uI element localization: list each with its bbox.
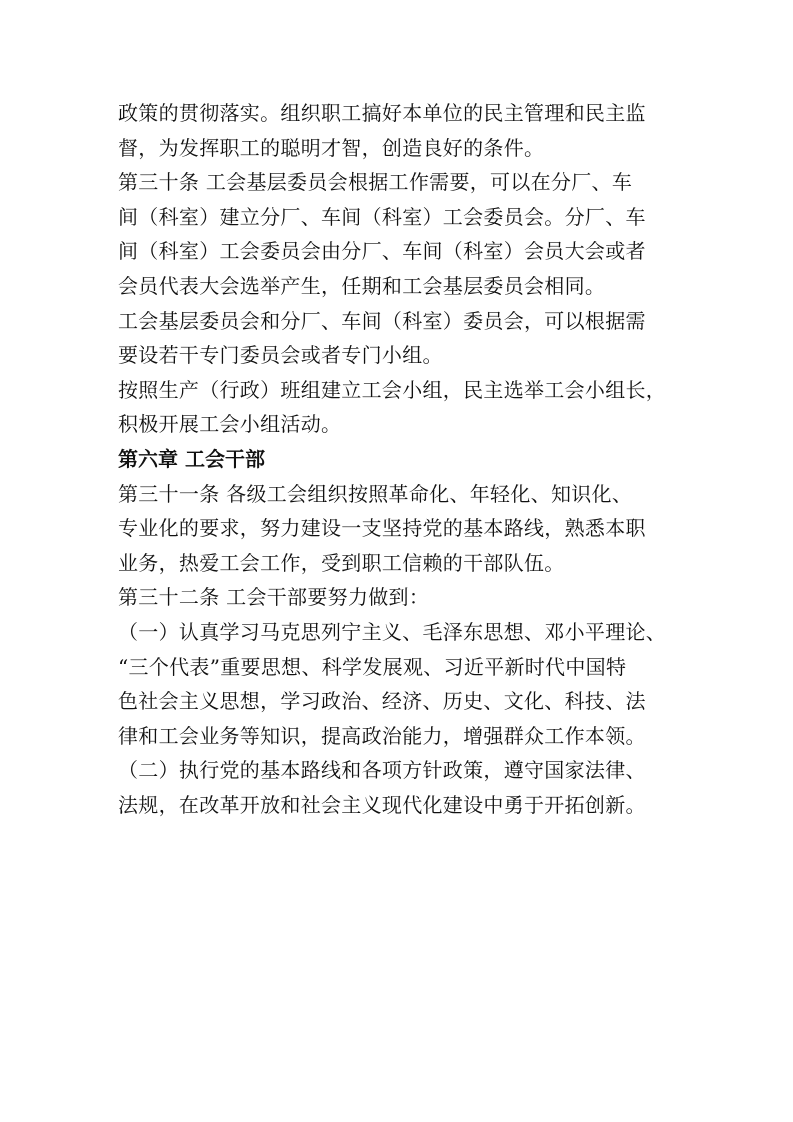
article-32-line: 第三十二条 工会干部要努力做到： xyxy=(118,585,430,610)
text-line: 督，为发挥职工的聪明才智，创造良好的条件。 xyxy=(118,135,545,160)
document-body xyxy=(118,96,678,822)
chapter-heading: 第六章 工会干部 xyxy=(118,446,265,471)
text-line: 政策的贯彻落实。组织职工搞好本单位的民主管理和民主监 xyxy=(118,101,646,125)
text-line: 积极开展工会小组活动。 xyxy=(118,412,342,437)
article-31-line: 第三十一条 各级工会组织按照革命化、年轻化、知识化、 xyxy=(118,481,633,506)
list-item-1-line: （一）认真学习马克思列宁主义、毛泽东思想、邓小平理论、 xyxy=(118,619,667,644)
text-line: 要设若干专门委员会或者专门小组。 xyxy=(118,343,443,368)
text-line: 间（科室）工会委员会由分厂、车间（科室）会员大会或者 xyxy=(118,239,646,264)
text-line: 间（科室）建立分厂、车间（科室）工会委员会。分厂、车 xyxy=(118,204,646,229)
text-line: 律和工会业务等知识，提高政治能力，增强群众工作本领。 xyxy=(118,723,646,748)
text-line: 按照生产（行政）班组建立工会小组，民主选举工会小组长， xyxy=(118,377,667,402)
text-line: 专业化的要求，努力建设一支坚持党的基本路线，熟悉本职 xyxy=(118,516,646,541)
text-line: 法规，在改革开放和社会主义现代化建设中勇于开拓创新。 xyxy=(118,792,646,817)
text-line: 工会基层委员会和分厂、车间（科室）委员会，可以根据需 xyxy=(118,308,646,333)
text-line: “三个代表”重要思想、科学发展观、习近平新时代中国特 xyxy=(118,654,627,679)
article-30-line: 第三十条 工会基层委员会根据工作需要，可以在分厂、车 xyxy=(118,170,633,195)
text-line: 会员代表大会选举产生，任期和工会基层委员会相同。 xyxy=(118,273,606,298)
list-item-2-line: （二）执行党的基本路线和各项方针政策，遵守国家法律、 xyxy=(118,758,646,783)
text-line: 业务，热爱工会工作，受到职工信赖的干部队伍。 xyxy=(118,550,565,575)
text-line: 色社会主义思想，学习政治、经济、历史、文化、科技、法 xyxy=(118,689,646,714)
